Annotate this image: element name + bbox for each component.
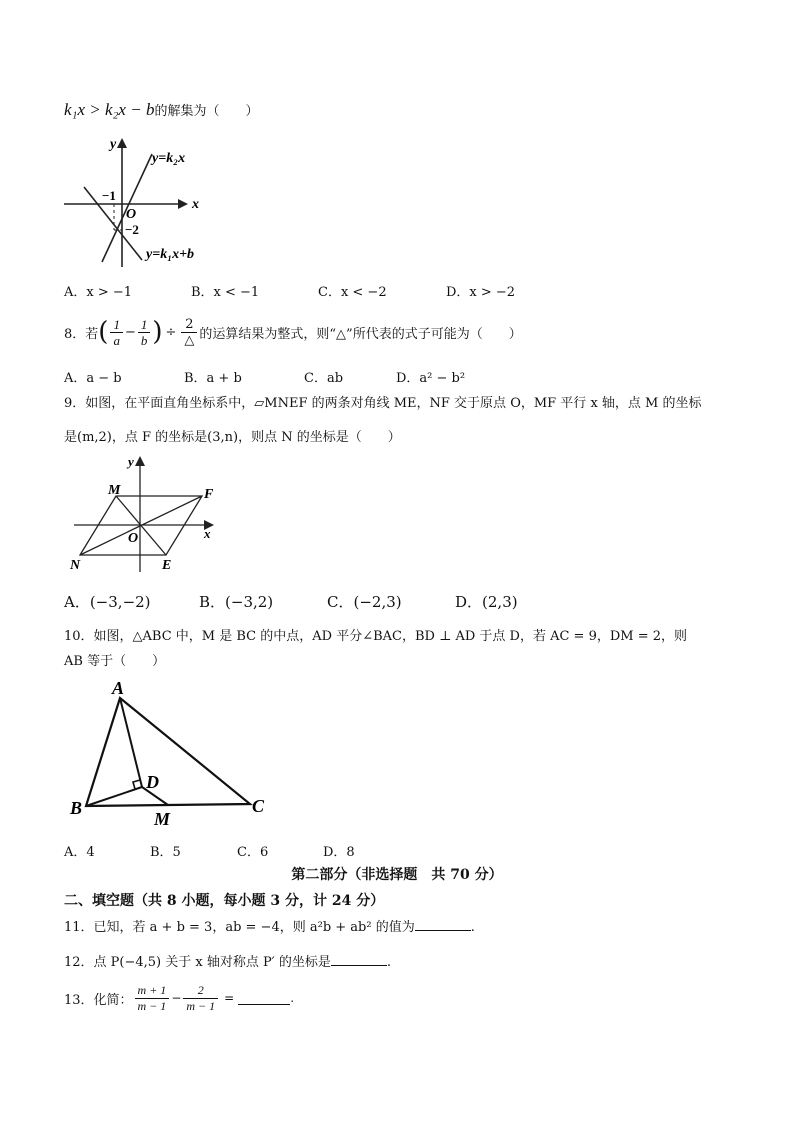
- q13-f1-den: m − 1: [137, 998, 167, 1013]
- q9-line2: 是(m,2)，点 F 的坐标是(3,n)，则点 N 的坐标是（ ）: [64, 430, 401, 445]
- q8-stem-text: 的运算结果为整式，则“△”所代表的式子可能为（ ）: [199, 326, 522, 342]
- q8-f1-num: 1: [110, 317, 123, 333]
- q10-label-m: M: [154, 809, 171, 828]
- q9-x-label: x: [204, 526, 211, 541]
- q12: [64, 951, 391, 970]
- q9-label-n: N: [70, 558, 81, 573]
- q9-origin-label: O: [128, 531, 139, 546]
- q11: [64, 916, 475, 935]
- q8-f1-den: a: [113, 332, 120, 348]
- q9-line1: 9．如图，在平面直角坐标系中，▱MNEF 的两条对角线 ME，NF 交于原点 O，MF 平行 x 轴，点 M 的坐标: [64, 396, 702, 411]
- q13-minus: −: [171, 991, 182, 1005]
- q9-option-a: A．(−3,−2): [64, 593, 151, 611]
- q7-option-a: A．x > −1: [64, 285, 133, 300]
- section-2-heading: 二、填空题（共 8 小题，每小题 3 分，计 24 分）: [64, 893, 385, 909]
- q13-end: .: [290, 991, 295, 1005]
- q7-figure: [62, 132, 222, 272]
- q10-label-a: A: [112, 678, 125, 698]
- q8-f3-num: 2: [181, 317, 197, 333]
- q7-stem-text: 的解集为（ ）: [154, 104, 259, 119]
- q8-option-d: D．a² − b²: [396, 371, 466, 386]
- q9-y-label: y: [128, 454, 134, 469]
- q8-left-paren: (: [98, 317, 109, 347]
- q12-text: 12．点 P(−4,5) 关于 x 轴对称点 P′ 的坐标是: [64, 955, 331, 970]
- q7-option-d: D．x > −2: [446, 285, 516, 300]
- q9-figure: [66, 452, 226, 576]
- q10-label-c: C: [252, 796, 265, 816]
- q9-label-f: F: [204, 487, 214, 502]
- q8-div: ÷: [165, 324, 177, 340]
- q10-label-d: D: [146, 772, 159, 792]
- q12-end: .: [386, 955, 391, 970]
- q8-minus: −: [124, 324, 136, 340]
- q9-option-c: C．(−2,3): [327, 593, 402, 611]
- q10-label-b: B: [70, 798, 83, 818]
- q7-line1-label: y=k₂x: [152, 151, 186, 166]
- q10-segment-ad: [120, 698, 142, 787]
- q13-label: 13．化简：: [64, 992, 133, 1008]
- q7-origin-label: O: [126, 207, 137, 222]
- q9-option-b: B．(−3,2): [199, 593, 274, 611]
- q8-option-b: B．a + b: [184, 371, 242, 386]
- q7-line2-label: y=k₁x+b: [146, 247, 195, 262]
- q11-end: .: [470, 920, 475, 935]
- q7-tick-y-label: −2: [125, 222, 139, 237]
- q10-figure: [66, 676, 276, 828]
- q11-answer-blank[interactable]: [415, 918, 471, 931]
- q7-stem: [64, 100, 258, 120]
- q13-f2-num: 2: [183, 983, 218, 999]
- q10-segment-bd: [86, 787, 142, 806]
- q7-option-b: B．x < −1: [191, 285, 260, 300]
- q8-stem: [64, 312, 522, 352]
- q7-x-label: x: [192, 197, 199, 212]
- q10-option-a: A．4: [64, 845, 95, 860]
- q13-answer-blank[interactable]: [238, 992, 290, 1005]
- q7-y-arrow: [117, 138, 127, 148]
- q13-eq: =: [224, 991, 235, 1005]
- q8-fraction-3: [181, 317, 197, 348]
- q10-option-d: D．8: [323, 845, 355, 860]
- q9-y-arrow: [135, 456, 145, 466]
- q10-line1: 10．如图，△ABC 中，M 是 BC 的中点，AD 平分∠BAC，BD ⊥ AD 于点 D，若 AC = 9，DM = 2，则: [64, 629, 687, 644]
- q9-label-e: E: [162, 558, 172, 573]
- q13-f1-num: m + 1: [135, 983, 170, 999]
- q8-number: 8．若: [64, 326, 99, 342]
- q10-option-c: C．6: [237, 845, 269, 860]
- q8-fraction-2: [138, 317, 151, 348]
- q10-triangle: [86, 698, 250, 806]
- q8-option-c: C．ab: [304, 371, 344, 386]
- q8-fraction-1: [110, 317, 123, 348]
- q8-f2-den: b: [140, 332, 148, 348]
- q13: [64, 978, 294, 1018]
- q7-stem-math: k₁x > k₂x − b: [64, 100, 155, 119]
- q10-line2: AB 等于（ ）: [64, 654, 166, 669]
- q10-option-b: B．5: [150, 845, 181, 860]
- q7-tick-x-label: −1: [102, 188, 116, 203]
- q8-option-a: A．a − b: [64, 371, 122, 386]
- part2-title: 第二部分（非选择题 共 70 分）: [291, 867, 503, 883]
- q7-y-label: y: [110, 137, 117, 152]
- q7-x-arrow: [178, 199, 188, 209]
- q8-f2-num: 1: [138, 317, 151, 333]
- q13-f2-den: m − 1: [186, 998, 216, 1013]
- q8-f3-den: △: [184, 332, 195, 348]
- q13-fraction-1: [135, 983, 170, 1014]
- q12-answer-blank[interactable]: [331, 953, 387, 966]
- q7-option-c: C．x < −2: [318, 285, 387, 300]
- q8-right-paren: ): [152, 317, 163, 347]
- q13-fraction-2: [183, 983, 218, 1014]
- q9-option-d: D．(2,3): [455, 593, 518, 611]
- q11-text: 11．已知，若 a + b = 3，ab = −4，则 a²b + ab² 的值为: [64, 920, 415, 935]
- q9-label-m: M: [108, 483, 121, 498]
